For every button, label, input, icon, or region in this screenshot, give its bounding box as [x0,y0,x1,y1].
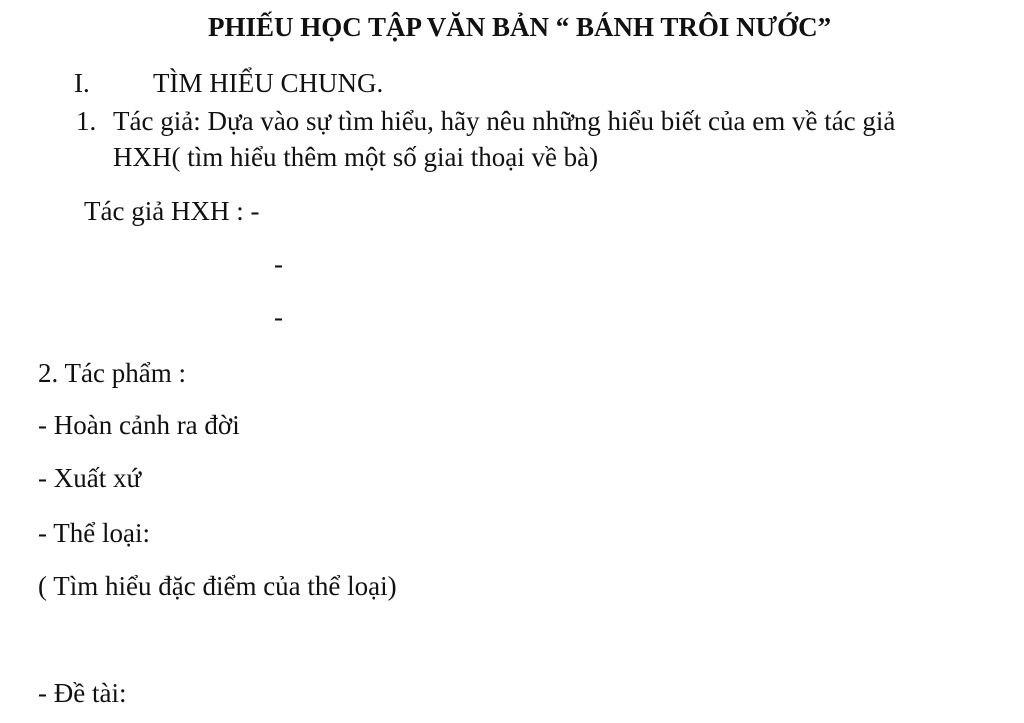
answer-dash: - [274,302,283,332]
work-section-heading: 2. Tác phẩm : [38,358,186,388]
author-prompt-line-1: Tác giả: Dựa vào sự tìm hiểu, hãy nêu những hiểu biết của em về tác giả [113,106,896,136]
item-number: 1. [76,106,97,136]
worksheet-title: PHIẾU HỌC TẬP VĂN BẢN “ BÁNH TRÔI NƯỚC” [208,12,832,42]
answer-dash: - [274,249,283,279]
section-number: I. [74,68,90,98]
author-answer-label: Tác giả HXH : - [84,196,260,226]
work-bullet-context: - Hoàn cảnh ra đời [38,410,240,440]
work-bullet-theme: - Đề tài: [38,678,127,708]
work-genre-note: ( Tìm hiểu đặc điểm của thể loại) [38,571,397,601]
author-prompt-line-2: HXH( tìm hiểu thêm một số giai thoại về bà) [113,142,599,172]
work-bullet-origin: - Xuất xứ [38,463,142,493]
section-heading: TÌM HIỂU CHUNG. [153,68,384,98]
work-bullet-genre: - Thể loại: [38,518,150,548]
